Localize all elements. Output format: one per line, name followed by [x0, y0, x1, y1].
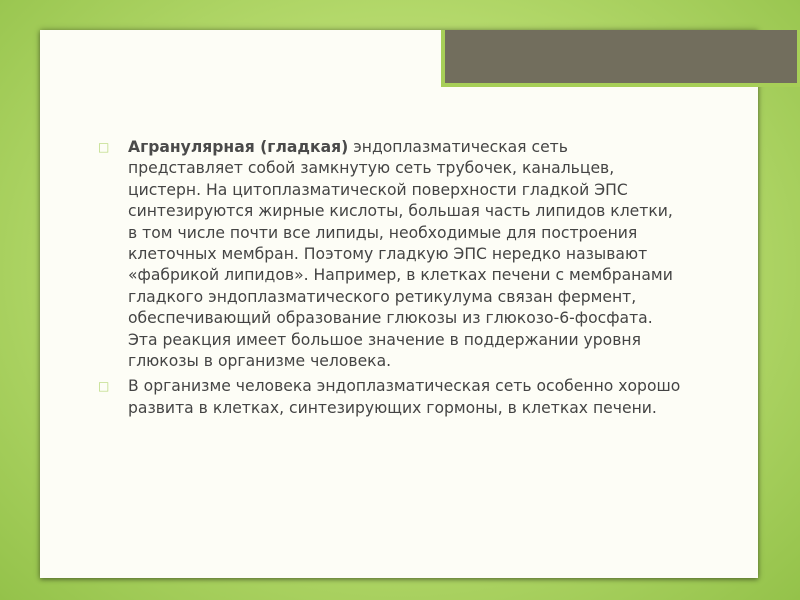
bullet-item-2	[96, 376, 686, 419]
bullet-1-bold-term: Агранулярная (гладкая)	[128, 138, 349, 156]
bullet-marker-icon: □	[98, 140, 110, 154]
bullet-2-text: В организме человека эндоплазматическая сеть особенно хорошо развита в клетках, синтезирующих гормоны, в клетках печени.	[128, 377, 681, 417]
bullet-1-text: эндоплазматическая сеть представляет собой замкнутую сеть трубочек, канальцев, цистерн. На цитоплазматической поверхности гладкой ЭПС синтезируются жирные кислоты, большая часть липидов клетки, в том числе почти все липиды, необходимые для построения клеточных мембран. Поэтому гладкую ЭПС нередко называют «фабрикой липидов». Например, в клетках печени с мембранами гладкого эндоплазматического ретикулума связан фермент, обеспечивающий образование глюкозы из глюкозо-6-фосфата. Эта реакция имеет большое значение в поддержании уровня глюкозы в организме человека.	[128, 138, 673, 371]
bullet-item-1	[96, 137, 686, 372]
accent-block	[441, 30, 800, 87]
bullet-marker-icon: □	[98, 379, 110, 394]
slide-content	[96, 137, 686, 423]
